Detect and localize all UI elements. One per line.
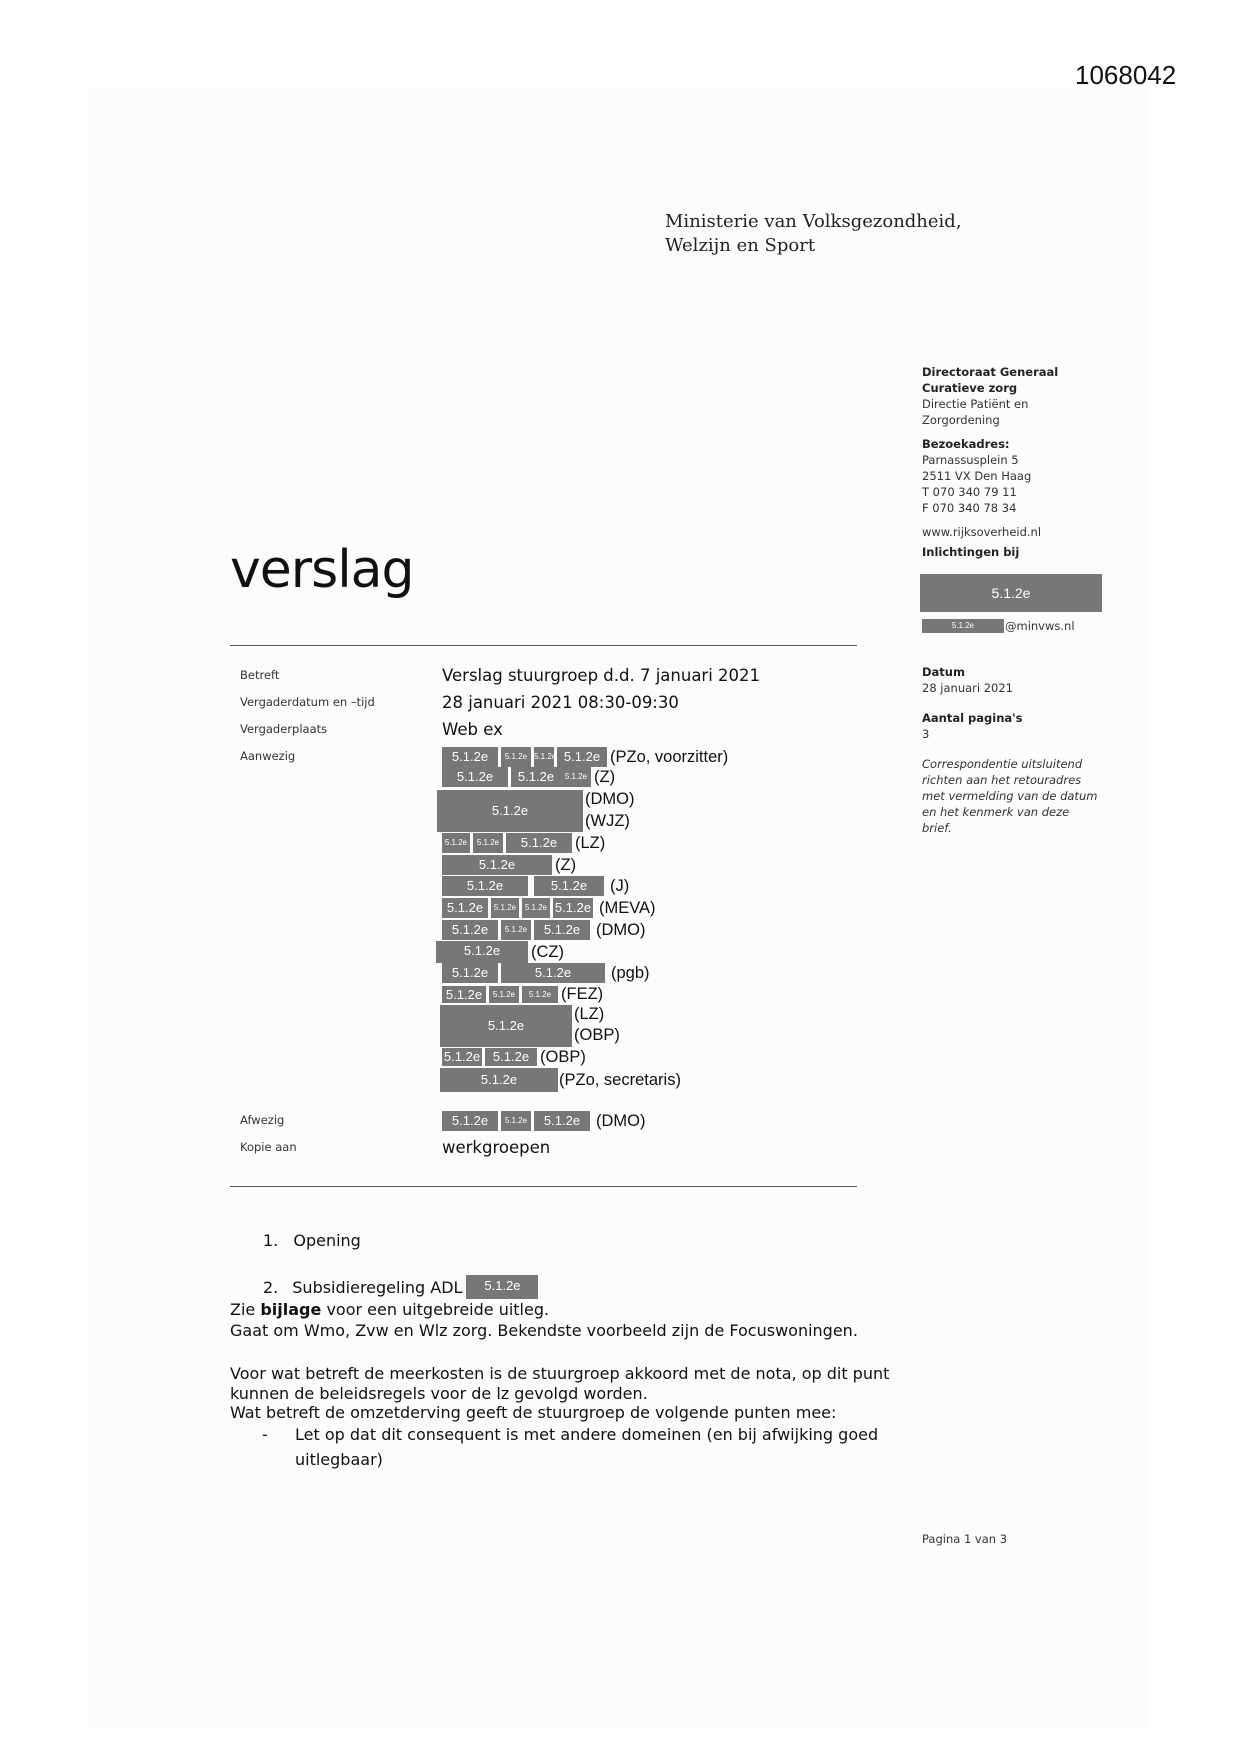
bullet-line-1: Let op dat dit consequent is met andere domeinen (en bij afwijking goed xyxy=(295,1425,879,1444)
attendee-row xyxy=(442,920,645,940)
sidebar-contact xyxy=(922,364,1058,560)
info-label: Inlichtingen bij xyxy=(922,545,1020,559)
directie-line-1: Directie Patiënt en xyxy=(922,397,1029,411)
redacted-name: 5.1.2e xyxy=(561,767,591,787)
attendee-row xyxy=(442,855,576,875)
sidebar-meta xyxy=(922,664,1097,836)
attendee-org: (DMO) xyxy=(585,790,635,808)
redacted-name: 5.1.2e xyxy=(442,963,498,983)
attendee-row xyxy=(442,1047,586,1067)
attendee-org: (Z) xyxy=(555,855,577,874)
redacted-name: 5.1.2e xyxy=(501,747,531,767)
document-number: 1068042 xyxy=(1075,60,1177,90)
attendee-org: (PZo, secretaris) xyxy=(559,1070,681,1089)
redacted-name: 5.1.2e xyxy=(485,1048,537,1066)
note-line-3: met vermelding van de datum xyxy=(922,789,1098,803)
redacted-name: 5.1.2e xyxy=(534,876,604,896)
attendee-row xyxy=(442,898,656,918)
redacted-name: 5.1.2e xyxy=(440,1005,572,1047)
redacted-contact-name: 5.1.2e xyxy=(920,574,1102,612)
note-line-5: brief. xyxy=(922,821,952,835)
attendee-row xyxy=(436,942,564,962)
redacted-name: 5.1.2e xyxy=(440,1068,558,1092)
agenda-number: 1. xyxy=(263,1231,279,1250)
contact-email xyxy=(922,618,1075,634)
note-line-2: richten aan het retouradres xyxy=(922,773,1082,787)
address-street: Parnassusplein 5 xyxy=(922,453,1019,467)
redacted-name: 5.1.2e xyxy=(442,855,552,875)
agenda-text: Opening xyxy=(293,1231,361,1250)
agenda-item-1 xyxy=(263,1231,361,1250)
redacted-name: 5.1.2e xyxy=(443,1049,481,1064)
attendee-org: (DMO) xyxy=(596,920,646,939)
document-title: verslag xyxy=(230,540,414,600)
redacted-name: 5.1.2e xyxy=(557,747,607,767)
attendee-row xyxy=(442,833,605,853)
attendee-org: (pgb) xyxy=(611,963,650,982)
pages-value: 3 xyxy=(922,727,930,741)
redacted-name: 5.1.2e xyxy=(442,920,498,940)
redacted-name: 5.1.2e xyxy=(442,986,486,1003)
redacted-name: 5.1.2e xyxy=(501,920,531,940)
redacted-name: 5.1.2e xyxy=(511,767,561,787)
attendee-row xyxy=(442,767,615,787)
date-label: Datum xyxy=(922,665,965,679)
absent-row xyxy=(442,1111,645,1131)
afwezig-label: Afwezig xyxy=(240,1113,285,1127)
note-line-4: en het kenmerk van deze xyxy=(922,805,1070,819)
redacted-name: 5.1.2e xyxy=(534,747,554,767)
meerkosten-line-1: Voor wat betreft de meerkosten is de stuurgroep akkoord met de nota, op dit punt xyxy=(230,1364,890,1383)
zie-rest-text: voor een uitgebreide uitleg. xyxy=(321,1300,550,1319)
attendee-row xyxy=(442,963,650,983)
website-link[interactable]: www.rijksoverheid.nl xyxy=(922,525,1042,539)
ministry-line-2: Welzijn en Sport xyxy=(665,235,816,256)
redacted-name: 5.1.2e xyxy=(466,1275,538,1299)
attendee-row xyxy=(442,747,728,767)
kopie-value: werkgroepen xyxy=(442,1138,551,1157)
dg-line-2: Curatieve zorg xyxy=(922,381,1018,395)
attendee-org: (CZ) xyxy=(531,942,564,961)
page-footer: Pagina 1 van 3 xyxy=(922,1532,1008,1546)
redacted-name: 5.1.2e xyxy=(442,747,498,767)
vergaderdatum-label: Vergaderdatum en –tijd xyxy=(240,695,375,709)
attendee-org: (MEVA) xyxy=(599,898,656,917)
aanwezig-label: Aanwezig xyxy=(240,749,296,763)
pages-label: Aantal pagina's xyxy=(922,711,1023,725)
meerkosten-line-2: kunnen de beleidsregels voor de lz gevolgd worden. xyxy=(230,1384,648,1403)
redacted-name: 5.1.2e xyxy=(436,941,528,963)
phone-number: T 070 340 79 11 xyxy=(922,485,1017,499)
zie-text: Zie xyxy=(230,1300,261,1319)
redacted-name: 5.1.2e xyxy=(501,963,605,983)
attendee-org: (LZ) xyxy=(574,1005,605,1023)
bullet-dash: - xyxy=(262,1425,268,1444)
attendee-org: (PZo, voorzitter) xyxy=(610,747,729,766)
redacted-name: 5.1.2e xyxy=(473,833,503,853)
redacted-name: 5.1.2e xyxy=(534,1111,590,1131)
address-city: 2511 VX Den Haag xyxy=(922,469,1032,483)
vergaderdatum-value: 28 januari 2021 08:30-09:30 xyxy=(442,693,679,712)
note-line-1: Correspondentie uitsluitend xyxy=(922,757,1083,771)
redacted-name: 5.1.2e xyxy=(437,790,583,832)
attendee-org: (FEZ) xyxy=(561,984,604,1003)
date-value: 28 januari 2021 xyxy=(922,681,1014,695)
redacted-name: 5.1.2e xyxy=(442,876,528,896)
redacted-name: 5.1.2e xyxy=(442,767,508,787)
attendee-org: (J) xyxy=(610,876,630,895)
attendee-org: (WJZ) xyxy=(585,812,630,830)
vergaderplaats-label: Vergaderplaats xyxy=(240,722,328,736)
ministry-logo-text xyxy=(665,210,962,258)
wmo-line: Gaat om Wmo, Zvw en Wlz zorg. Bekendste voorbeeld zijn de Focuswoningen. xyxy=(230,1321,858,1340)
redacted-name: 5.1.2e xyxy=(553,898,593,918)
redacted-name: 5.1.2e xyxy=(506,833,572,853)
attendee-org: (LZ) xyxy=(575,833,606,852)
redacted-name: 5.1.2e xyxy=(522,986,558,1003)
agenda-item-2 xyxy=(263,1275,541,1299)
attendee-row xyxy=(442,876,629,896)
attendee-org: (Z) xyxy=(594,767,616,786)
bijlage-text: bijlage xyxy=(260,1300,322,1319)
fax-number: F 070 340 78 34 xyxy=(922,501,1017,515)
email-domain: @minvws.nl xyxy=(1005,619,1075,633)
ministry-line-1: Ministerie van Volksgezondheid, xyxy=(665,211,962,232)
dg-line-1: Directoraat Generaal xyxy=(922,365,1059,379)
agenda-number: 2. xyxy=(263,1277,279,1297)
attendee-org: (OBP) xyxy=(574,1026,620,1044)
betreft-value: Verslag stuurgroep d.d. 7 januari 2021 xyxy=(442,666,761,685)
bullet-line-2: uitlegbaar) xyxy=(295,1450,383,1469)
redacted-name: 5.1.2e xyxy=(442,898,488,918)
redacted-name: 5.1.2e xyxy=(489,986,519,1003)
omzetderving-line: Wat betreft de omzetderving geeft de stuurgroep de volgende punten mee: xyxy=(230,1403,837,1422)
vergaderplaats-value: Web ex xyxy=(442,720,503,739)
redacted-name: 5.1.2e xyxy=(501,1111,531,1131)
redacted-name: 5.1.2e xyxy=(442,1111,498,1131)
kopie-label: Kopie aan xyxy=(240,1140,297,1154)
attendee-row xyxy=(442,984,603,1004)
redacted-name: 5.1.2e xyxy=(442,833,470,853)
betreft-label: Betreft xyxy=(240,668,280,682)
redacted-name: 5.1.2e xyxy=(534,920,590,940)
fields-divider xyxy=(230,1186,857,1187)
address-label: Bezoekadres: xyxy=(922,437,1010,451)
redacted-name: 5.1.2e xyxy=(522,898,550,918)
redacted-email: 5.1.2e xyxy=(922,619,1004,633)
bijlage-line xyxy=(230,1300,549,1319)
attendee-org: (OBP) xyxy=(540,1047,586,1066)
agenda-text: Subsidieregeling ADL xyxy=(292,1277,463,1297)
attendee-row xyxy=(440,1068,681,1092)
absent-org: (DMO) xyxy=(596,1111,646,1130)
redacted-name: 5.1.2e xyxy=(491,898,519,918)
directie-line-2: Zorgordening xyxy=(922,413,1000,427)
header-divider xyxy=(230,645,857,646)
